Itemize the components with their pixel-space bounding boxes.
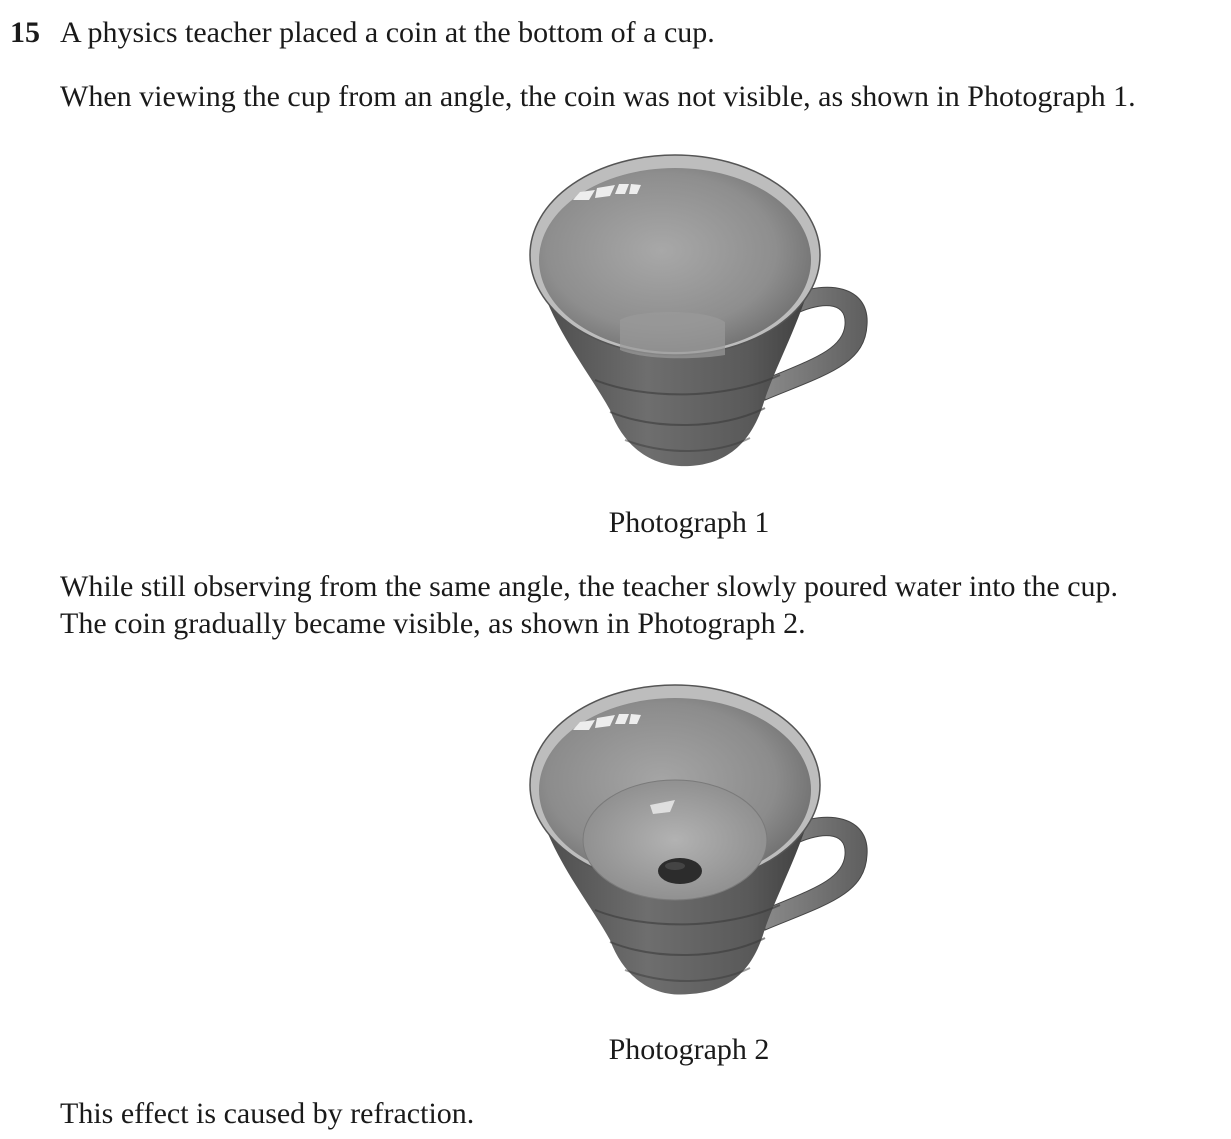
photograph-1-cup-empty — [525, 150, 875, 475]
question-number: 15 — [10, 16, 40, 49]
photograph-1-caption: Photograph 1 — [608, 506, 770, 539]
photograph-2-caption: Photograph 2 — [608, 1033, 770, 1066]
coin — [658, 858, 702, 884]
photograph-2-cup-with-water — [525, 680, 875, 1000]
question-intro: A physics teacher placed a coin at the bottom of a cup. — [60, 16, 715, 49]
question-line-3b: The coin gradually became visible, as shown in Photograph 2. — [60, 607, 806, 640]
question-line-3a: While still observing from the same angle, the teacher slowly poured water into the cup. — [60, 570, 1119, 603]
question-line-2: When viewing the cup from an angle, the coin was not visible, as shown in Photograph 1. — [60, 80, 1136, 113]
question-line-4: This effect is caused by refraction. — [60, 1097, 475, 1130]
